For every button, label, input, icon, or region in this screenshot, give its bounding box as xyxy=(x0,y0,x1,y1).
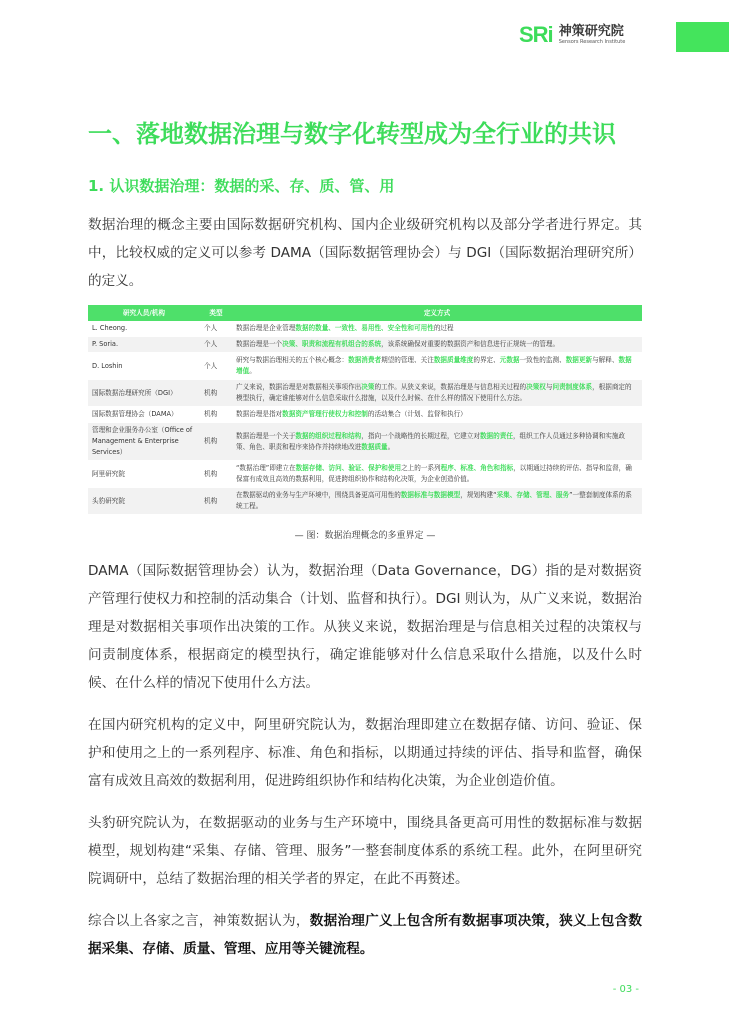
highlight-text: 数据的数量、一致性、易用性、安全性和可用性 xyxy=(295,324,434,332)
table-row xyxy=(88,407,642,423)
figure-caption: — 图：数据治理概念的多重界定 — xyxy=(294,531,436,541)
definition-text: ，指向一个战略性的长期过程，它建立对 xyxy=(361,431,480,440)
table-row xyxy=(88,423,642,461)
cell-who: 国际数据治理研究所（DGI） xyxy=(88,380,200,407)
definition-text: ，规划构建“ xyxy=(460,491,497,499)
conclusion-paragraph xyxy=(88,907,642,963)
definition-text: “数据治理”即建立在 xyxy=(236,464,296,472)
definition-text: 期望的管理、关注 xyxy=(381,356,434,364)
table-row xyxy=(88,353,642,380)
cell-type: 个人 xyxy=(200,353,232,380)
cell-definition xyxy=(232,321,642,337)
definition-text: 一致性的监测、 xyxy=(519,356,566,364)
cell-who: 管理和企业服务办公室（Office of Management & Enterprise Services） xyxy=(88,423,200,461)
conclusion-bold: 数据治理广义上包含所有数据事项决策，狭义上包含数据采集、存储、质量、管理、应用等关键流程。 xyxy=(88,913,643,957)
logo-name: 神策研究院 xyxy=(558,23,624,39)
definition-text: 之上的一系列 xyxy=(401,464,441,472)
definition-text: 数据治理是一个 xyxy=(236,340,283,348)
highlight-text: 元数据 xyxy=(499,356,520,364)
intro-paragraph: 数据治理的概念主要由国际数据研究机构、国内企业级研究机构以及部分学者进行界定。其中，比较权威的定义可以参考 DAMA（国际数据管理协会）与 DGI（国际数据治理研究所）的定义。 xyxy=(88,217,642,289)
cell-definition xyxy=(232,380,642,407)
cell-definition xyxy=(232,407,642,423)
cell-definition xyxy=(232,488,642,515)
table-row xyxy=(88,461,642,488)
cell-type: 机构 xyxy=(200,423,232,461)
corner-accent xyxy=(676,22,729,52)
cell-who: 阿里研究院 xyxy=(88,461,200,488)
cell-type: 个人 xyxy=(200,337,232,353)
section-title: 一、落地数据治理与数字化转型成为全行业的共识 xyxy=(88,120,616,148)
toubao-paragraph: 头豹研究院认为，在数据驱动的业务与生产环境中，围绕具备更高可用性的数据标准与数据模型，规划构建“采集、存储、管理、服务”一整套制度体系的系统工程。此外，在阿里研究院调研中，总结了数据治理的相关学者的界定，在此不再赘述。 xyxy=(88,815,642,887)
cell-type: 机构 xyxy=(200,380,232,407)
cell-who: 头豹研究院 xyxy=(88,488,200,515)
highlight-text: 程序、标准、角色和指标 xyxy=(440,464,514,472)
col-header-who: 研究人员/机构 xyxy=(88,305,200,321)
cell-definition xyxy=(232,461,642,488)
highlight-text: 采集、存储、管理、服务 xyxy=(496,491,570,499)
definitions-table xyxy=(88,305,642,515)
highlight-text: 数据标准与数据模型 xyxy=(400,491,461,499)
definition-text: 与 xyxy=(545,383,553,391)
definition-text: ，以期通过持续的评估、指导和监督，确保富有成效且高效的数据利用，促进跨组织协作和结构化决策，为企业创造价值。 xyxy=(236,464,632,483)
definition-text: 在数据驱动的业务与生产环境中，围绕具备更高可用性的 xyxy=(236,491,401,499)
definition-text: 的过程 xyxy=(433,324,454,332)
ali-paragraph: 在国内研究机构的定义中，阿里研究院认为，数据治理即建立在数据存储、访问、验证、保护和使用之上的一系列程序、标准、角色和指标，以期通过持续的评估、指导和监督，确保富有成效且高效的数据利用，促进跨组织协作和结构化决策，为企业创造价值。 xyxy=(88,717,642,789)
highlight-text: 数据增值 xyxy=(236,356,632,375)
cell-who: P. Soria. xyxy=(88,337,200,353)
page-number: - 03 - xyxy=(612,984,639,995)
cell-who: D. Loshin xyxy=(88,353,200,380)
cell-definition xyxy=(232,353,642,380)
highlight-text: 数据消费者 xyxy=(348,356,382,364)
definition-text: ”一整套制度体系的系统工程。 xyxy=(236,491,632,510)
definition-text: 。 xyxy=(387,442,395,451)
highlight-text: 问责制度体系 xyxy=(552,383,593,391)
definition-text: 数据治理是企业管理 xyxy=(236,324,296,332)
subsection-title: 1. 认识数据治理：数据的采、存、质、管、用 xyxy=(88,177,395,195)
table-row xyxy=(88,337,642,353)
logo xyxy=(519,22,625,48)
cell-type: 机构 xyxy=(200,461,232,488)
col-header-type: 类型 xyxy=(200,305,232,321)
logo-mark: SRi xyxy=(519,22,553,47)
definition-text: 的活动集合（计划、监督和执行） xyxy=(367,410,467,418)
highlight-text: 数据存储、访问、验证、保护和使用 xyxy=(295,464,402,472)
highlight-text: 数据的责任 xyxy=(479,431,513,440)
logo-subtitle: Sensors Research Institute xyxy=(558,38,626,45)
definition-text: 研究与数据治理相关的五个核心概念： xyxy=(236,356,349,364)
highlight-text: 数据质量维度 xyxy=(433,356,474,364)
table-row xyxy=(88,488,642,515)
dama-paragraph: DAMA（国际数据管理协会）认为，数据治理（Data Governance，DG）指的是对数据资产管理行使权力和控制的活动集合（计划、监督和执行）。DGI 则认为，从广义来说，数据治理是对数据相关事项作出决策的工作。从狭义来说，数据治理是与信息相关过程的决策权与问责制度体系，根据商定的模型执行，确定谁能够对什么信息采取什么措施，以及什么时候、在什么样的情况下使用什么方法。 xyxy=(88,563,642,691)
definition-text: 与解释、 xyxy=(592,356,619,364)
definition-text: ，根据商定的模型执行，确定谁能够对什么信息采取什么措施，以及什么时候、在什么样的情况下使用什么方法。 xyxy=(236,383,632,402)
definition-text: 广义来说，数据治理是对数据相关事项作出 xyxy=(236,383,362,391)
definition-text: 。 xyxy=(249,367,256,375)
col-header-definition: 定义方式 xyxy=(232,305,642,321)
definition-text: ，组织工作人员通过多种协调和实施政策、角色、职责和程序来协作并持续地改进 xyxy=(236,431,626,451)
highlight-text: 数据质量 xyxy=(361,442,388,451)
cell-type: 机构 xyxy=(200,488,232,515)
definition-text: ，该系统确保对重要的数据资产和信息进行正规统一的管理。 xyxy=(381,340,560,348)
cell-who: L. Cheong. xyxy=(88,321,200,337)
cell-who: 国际数据管理协会（DAMA） xyxy=(88,407,200,423)
table-row xyxy=(88,380,642,407)
highlight-text: 数据的组织过程和结构 xyxy=(295,431,362,440)
cell-type: 机构 xyxy=(200,407,232,423)
definition-text: 数据治理是指对 xyxy=(236,410,283,418)
definition-text: 的工作。从狭义来说，数据治理是与信息相关过程的 xyxy=(374,383,527,391)
definition-text: 的界定、 xyxy=(473,356,500,364)
highlight-text: 数据资产管理行使权力和控制 xyxy=(282,410,368,418)
highlight-text: 决策权 xyxy=(526,383,546,391)
cell-definition xyxy=(232,337,642,353)
table-row xyxy=(88,321,642,337)
highlight-text: 决策 xyxy=(361,383,375,391)
conclusion-lead: 综合以上各家之言，神策数据认为， xyxy=(88,913,310,929)
cell-definition xyxy=(232,423,642,461)
cell-type: 个人 xyxy=(200,321,232,337)
highlight-text: 决策、职责和流程有机组合的系统 xyxy=(282,340,382,348)
highlight-text: 数据更新 xyxy=(565,356,593,364)
definition-text: 数据治理是一个关于 xyxy=(236,431,296,440)
